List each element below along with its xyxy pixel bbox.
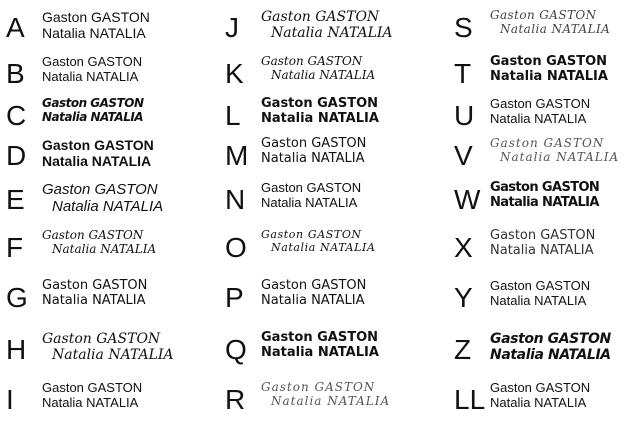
sample-line-1: Gaston GASTON xyxy=(490,228,596,243)
font-sample-text xyxy=(490,9,610,37)
font-sample-text xyxy=(490,279,590,309)
sample-line-2: Natalia NATALIA xyxy=(261,344,379,360)
font-sample-text xyxy=(490,55,608,85)
font-sample-text xyxy=(42,381,142,411)
font-sample-i xyxy=(6,380,211,420)
sample-line-1: Gaston GASTON xyxy=(42,137,154,153)
sample-line-2: Natalia NATALIA xyxy=(271,25,393,42)
sample-line-2: Natalia NATALIA xyxy=(42,292,146,308)
font-sample-text xyxy=(261,97,379,127)
font-sample-w xyxy=(454,180,631,220)
font-sample-n xyxy=(225,180,430,220)
font-letter-label: M xyxy=(225,140,249,171)
sample-line-1: Gaston GASTON xyxy=(261,228,362,241)
font-sample-text xyxy=(490,181,599,211)
sample-line-2: Natalia NATALIA xyxy=(490,242,594,258)
font-letter-label: E xyxy=(6,184,25,215)
sample-line-2: Natalia NATALIA xyxy=(261,194,358,210)
font-letter-label: L xyxy=(225,100,241,131)
font-letter-label: A xyxy=(6,12,25,43)
font-sample-x xyxy=(454,228,631,268)
sample-line-1: Gaston GASTON xyxy=(490,54,607,69)
font-sample-e xyxy=(6,180,211,220)
font-sample-text xyxy=(261,55,375,83)
font-letter-label: W xyxy=(454,184,481,215)
font-sample-d xyxy=(6,136,211,176)
font-sample-j xyxy=(225,8,430,48)
font-sample-s xyxy=(454,8,631,48)
sample-line-1: Gaston GASTON xyxy=(261,96,378,111)
sample-line-1: Gaston GASTON xyxy=(490,278,591,293)
font-sample-p xyxy=(225,278,430,318)
sample-line-2: Natalia NATALIA xyxy=(490,292,587,308)
sample-line-1: Gaston GASTON xyxy=(261,9,380,25)
font-sample-text xyxy=(42,331,174,363)
font-letter-label: Q xyxy=(225,334,247,365)
sample-line-1: Gaston GASTON xyxy=(261,54,363,68)
sample-line-2: Natalia NATALIA xyxy=(261,292,365,308)
font-letter-label: R xyxy=(225,384,246,415)
font-sample-text xyxy=(490,137,619,165)
font-sample-text xyxy=(42,97,144,125)
sample-line-1: Gaston GASTON xyxy=(42,278,148,293)
font-sample-u xyxy=(454,96,631,136)
sample-line-2: Natalia NATALIA xyxy=(271,393,391,408)
font-sample-text xyxy=(261,229,376,254)
sample-line-2: Natalia NATALIA xyxy=(490,68,608,84)
sample-line-2: Natalia NATALIA xyxy=(271,67,376,82)
sample-line-1: Gaston GASTON xyxy=(261,330,378,345)
sample-line-2: Natalia NATALIA xyxy=(52,241,157,256)
font-letter-label: S xyxy=(454,12,473,43)
font-sample-f xyxy=(6,228,211,268)
sample-line-1: Gaston GASTON xyxy=(42,228,144,242)
font-letter-label: C xyxy=(6,100,27,131)
font-sample-text xyxy=(261,279,366,309)
font-sample-text xyxy=(42,55,142,85)
sample-line-1: Gaston GASTON xyxy=(490,380,591,395)
sample-line-2: Natalia NATALIA xyxy=(42,109,144,124)
font-letter-label: Z xyxy=(454,334,472,365)
sample-line-1: Gaston GASTON xyxy=(42,181,158,198)
font-sample-text xyxy=(261,381,390,409)
sample-line-2: Natalia NATALIA xyxy=(261,110,379,126)
sample-line-1: Gaston GASTON xyxy=(490,180,600,195)
font-sample-c xyxy=(6,96,211,136)
sample-line-1: Gaston GASTON xyxy=(490,136,605,150)
font-letter-label: N xyxy=(225,184,246,215)
sample-line-2: Natalia NATALIA xyxy=(52,198,164,216)
font-letter-label: F xyxy=(6,232,24,263)
sample-line-2: Natalia NATALIA xyxy=(261,150,365,166)
sample-line-2: Natalia NATALIA xyxy=(42,68,139,84)
sample-line-1: Gaston GASTON xyxy=(261,136,367,151)
font-sample-r xyxy=(225,380,430,420)
font-letter-label: G xyxy=(6,282,28,313)
sample-line-2: Natalia NATALIA xyxy=(42,153,152,170)
font-letter-label: K xyxy=(225,58,244,89)
font-sample-text xyxy=(261,331,379,361)
font-sample-text xyxy=(42,279,147,309)
sample-line-1: Gaston GASTON xyxy=(490,331,611,347)
font-letter-label: D xyxy=(6,140,27,171)
font-letter-label: P xyxy=(225,282,244,313)
font-sample-text xyxy=(261,9,393,41)
sample-line-1: Gaston GASTON xyxy=(42,54,143,69)
sample-line-1: Gaston GASTON xyxy=(42,380,143,395)
sample-line-1: Gaston GASTON xyxy=(261,380,376,394)
sample-line-2: Natalia NATALIA xyxy=(490,347,611,364)
font-sample-b xyxy=(6,54,211,94)
font-sample-a xyxy=(6,8,211,48)
font-sample-y xyxy=(454,278,631,318)
font-sample-m xyxy=(225,136,430,176)
font-letter-label: B xyxy=(6,58,25,89)
font-letter-label: O xyxy=(225,232,247,263)
font-sample-q xyxy=(225,330,430,370)
sample-line-2: Natalia NATALIA xyxy=(490,194,599,210)
sample-line-1: Gaston GASTON xyxy=(490,96,591,111)
sample-line-2: Natalia NATALIA xyxy=(42,394,139,410)
font-sample-text xyxy=(261,181,361,211)
font-sample-text xyxy=(42,9,150,41)
font-letter-label: Y xyxy=(454,282,473,313)
font-sample-v xyxy=(454,136,631,176)
font-letter-label: J xyxy=(225,12,239,43)
font-letter-label: V xyxy=(454,140,473,171)
font-sample-l xyxy=(225,96,430,136)
font-sample-o xyxy=(225,228,430,268)
font-sample-text xyxy=(490,97,590,127)
font-sample-text xyxy=(42,181,163,216)
sample-line-1: Gaston GASTON xyxy=(261,180,362,195)
font-sample-g xyxy=(6,278,211,318)
sample-line-1: Gaston GASTON xyxy=(490,8,597,22)
sample-line-2: Natalia NATALIA xyxy=(500,149,620,164)
sample-line-2: Natalia NATALIA xyxy=(271,240,376,254)
font-sample-text xyxy=(490,229,595,259)
sample-line-2: Natalia NATALIA xyxy=(52,347,174,364)
sample-line-2: Natalia NATALIA xyxy=(490,110,587,126)
sample-line-2: Natalia NATALIA xyxy=(500,21,611,36)
font-sample-k xyxy=(225,54,430,94)
font-letter-label: T xyxy=(454,58,472,89)
font-sample-ll xyxy=(454,380,631,420)
font-sample-h xyxy=(6,330,211,370)
font-sample-t xyxy=(454,54,631,94)
font-sample-text xyxy=(490,381,590,411)
font-sample-text xyxy=(490,331,611,363)
sample-line-1: Gaston GASTON xyxy=(42,96,144,110)
sample-line-1: Gaston GASTON xyxy=(42,9,150,25)
font-letter-label: X xyxy=(454,232,473,263)
sample-line-1: Gaston GASTON xyxy=(42,331,161,347)
font-sample-z xyxy=(454,330,631,370)
font-sample-text xyxy=(42,137,154,169)
sample-line-2: Natalia NATALIA xyxy=(42,25,146,42)
sample-line-1: Gaston GASTON xyxy=(261,278,367,293)
sample-line-2: Natalia NATALIA xyxy=(490,394,587,410)
font-sample-text xyxy=(42,229,156,257)
font-letter-label: U xyxy=(454,100,475,131)
font-sample-text xyxy=(261,137,366,167)
font-letter-label: LL xyxy=(454,384,486,415)
font-letter-label: I xyxy=(6,384,14,415)
font-letter-label: H xyxy=(6,334,27,365)
